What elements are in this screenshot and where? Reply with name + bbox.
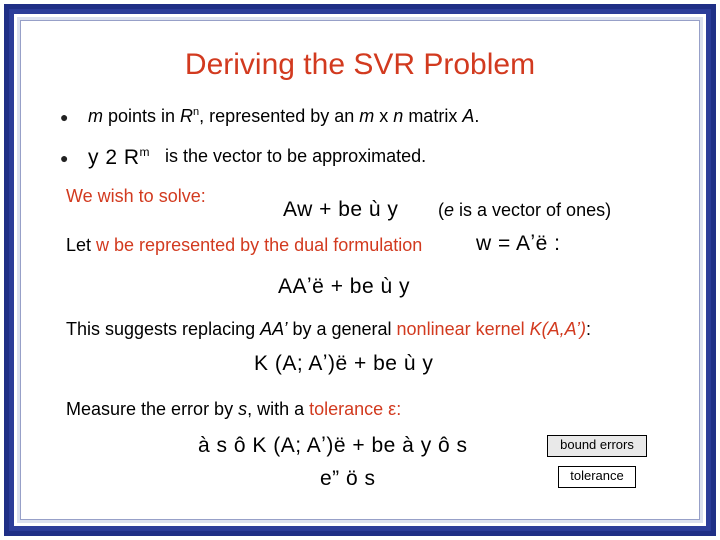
bullet-icon: ● [60,150,69,166]
slide-title: Deriving the SVR Problem [184,48,536,81]
bullet-2-text: is the vector to be approximated. [165,146,427,166]
dual-formulation-text: Let w be represented by the dual formulation [66,235,423,255]
wish-label: We wish to solve: [66,186,206,206]
equation-tolerance: e” ö s [320,467,376,490]
wish-note: (e is a vector of ones) [438,200,612,220]
wish-equation: Aw + be ù y [283,198,399,221]
dual-formulation-equation: w = Aʼë : [476,232,561,255]
bound-errors-label: bound errors [547,435,647,457]
tolerance-label: tolerance [558,466,636,488]
equation-kernel: K (A; Aʼ)ë + be ù y [254,352,434,375]
equation-bounds: à s ô K (A; Aʼ)ë + be à y ô s [198,434,468,457]
kernel-text: This suggests replacing AA’ by a general nonlinear kernel K(A,A’): [66,319,591,339]
equation-linear: AAʼë + be ù y [278,275,410,298]
measure-text: Measure the error by s, with a tolerance ε: [66,399,402,419]
bullet-icon: ● [60,109,69,125]
bullet-2-math: y 2 $R^m$ [88,145,151,169]
bullet-1-text: m points in $R^n$, represented by an m x n matrix A. [88,106,480,126]
